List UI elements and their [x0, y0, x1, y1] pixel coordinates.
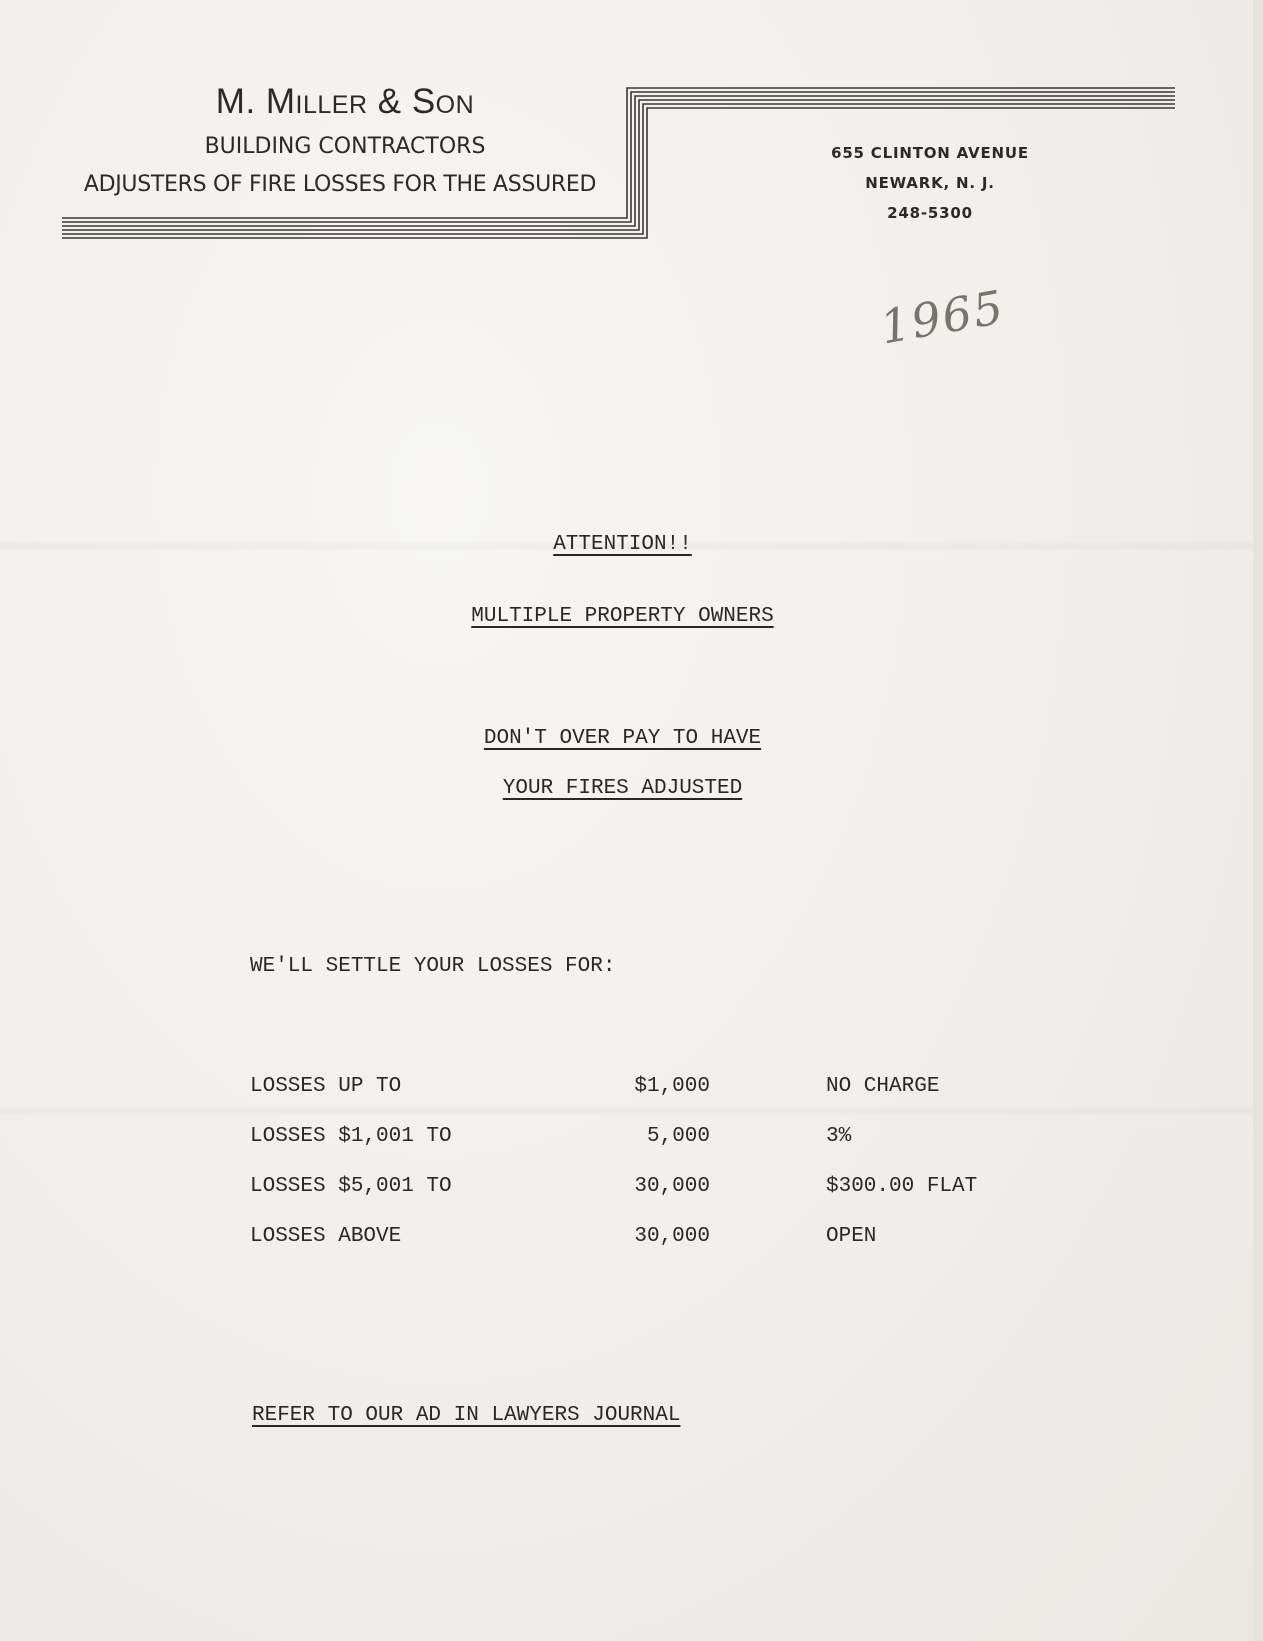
fee-amount: 30,000 [634, 1225, 710, 1248]
fee-row [250, 1225, 1050, 1255]
handwritten-year: 1965 [876, 279, 1009, 355]
company-name: M. Miller & Son [215, 82, 475, 121]
fee-amount: $1,000 [634, 1075, 710, 1098]
letterhead-rule-lines [0, 0, 1263, 260]
company-address [790, 138, 1070, 228]
fee-range: LOSSES UP TO [250, 1075, 402, 1098]
company-tagline-building: BUILDING CONTRACTORS [204, 134, 486, 159]
address-street: 655 CLINTON AVENUE [831, 144, 1029, 162]
address-city: NEWARK, N. J. [865, 174, 995, 192]
fee-charge: $300.00 FLAT [826, 1175, 978, 1198]
heading-fires-adjusted: YOUR FIRES ADJUSTED [502, 777, 743, 800]
company-tagline-adjusters: ADJUSTERS OF FIRE LOSSES FOR THE ASSURED [83, 172, 597, 197]
lawyers-journal-reference: REFER TO OUR AD IN LAWYERS JOURNAL [252, 1404, 681, 1427]
fee-amount: 5,000 [646, 1125, 710, 1148]
settlement-intro: WE'LL SETTLE YOUR LOSSES FOR: [250, 955, 616, 978]
fee-amount: 30,000 [634, 1175, 710, 1198]
fee-charge: NO CHARGE [826, 1075, 940, 1098]
heading-attention: ATTENTION!! [553, 533, 692, 556]
heading-dont-overpay: DON'T OVER PAY TO HAVE [483, 727, 762, 750]
fee-range: LOSSES $1,001 TO [250, 1125, 452, 1148]
fee-charge: OPEN [826, 1225, 877, 1248]
fee-charge: 3% [826, 1125, 852, 1148]
heading-property-owners: MULTIPLE PROPERTY OWNERS [471, 605, 774, 628]
address-phone: 248-5300 [887, 204, 973, 222]
fee-range: LOSSES $5,001 TO [250, 1175, 452, 1198]
fee-range: LOSSES ABOVE [250, 1225, 402, 1248]
fee-row [250, 1075, 1050, 1105]
fee-row [250, 1125, 1050, 1155]
fee-row [250, 1175, 1050, 1205]
